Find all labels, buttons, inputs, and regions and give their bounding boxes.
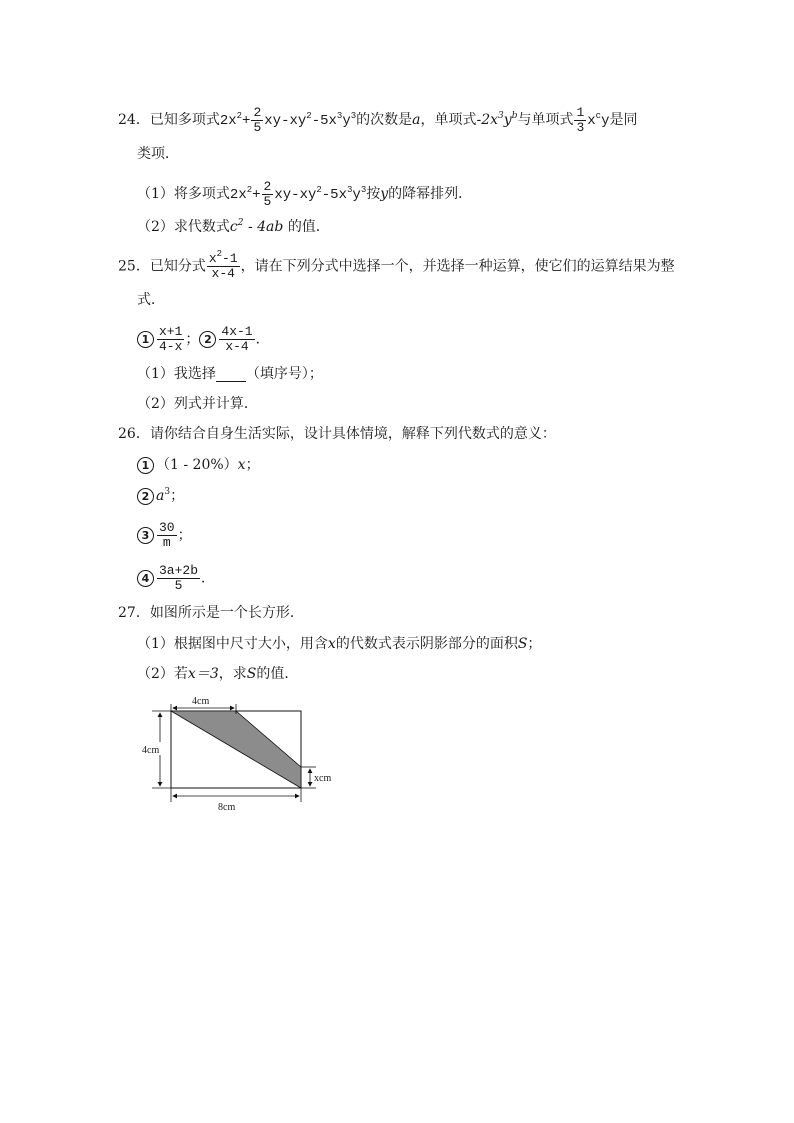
q27-sub2: （2）若x＝3，求S的值． — [137, 666, 299, 682]
q24-number: 24． — [118, 112, 150, 129]
label-right: xcm — [314, 773, 332, 784]
item-2-marker: 2 — [137, 488, 154, 505]
q25-sub2: （2）列式并计算． — [137, 396, 258, 412]
q26-item2: 2 $a^3$； — [137, 486, 184, 506]
q26-number: 26． — [118, 426, 150, 442]
q24-poly-fraction: $\frac{2}{5}$ — [253, 105, 262, 135]
q24-line2: 类项． — [137, 146, 179, 162]
q24-sub2-expression: $c^2 - 4ab$ — [229, 218, 284, 235]
q24-line1: 24．已知多项式$2x^2+$ $\frac{2}{5}$ $xy-xy^2-5x^3y^3$的次数是a，单项式$-2x^3y^b$与单项式 $\frac{1}{3}$ $x^cy$是同 — [118, 105, 638, 135]
label-bottom: 8cm — [218, 802, 236, 813]
q24-sub1-polynomial: $2x^2+$ $\frac{2}{5}$ $xy-xy^2-5x^3y^3$ — [229, 179, 367, 209]
q26-item1: 1 （1 - 20%）x； — [137, 455, 260, 475]
shaded-region — [171, 711, 301, 788]
q26-line1: 26．请你结合自身生活实际，设计具体情境，解释下列代数式的意义： — [118, 426, 556, 442]
q27-number: 27． — [118, 605, 150, 621]
option-2-marker: 2 — [199, 331, 216, 348]
q25-line2: 式． — [137, 292, 165, 308]
q24-polynomial: $2x^2+$ $\frac{2}{5}$ $xy-xy^2-5x^3y^3$ — [219, 105, 357, 135]
rectangle-figure — [140, 690, 340, 815]
option-1-marker: 1 — [137, 331, 154, 348]
q24-sub2: （2）求代数式$c^2 - 4ab$ 的值． — [137, 218, 330, 235]
q25-line1: 25．已知分式 $\frac{x^2-1}{x-4}$ ，请在下列分式中选择一个，并选择一种运算，使它们的运算结果为整 — [118, 249, 675, 281]
q25-number: 25． — [118, 258, 150, 275]
label-left: 4cm — [142, 745, 160, 756]
label-top: 4cm — [192, 696, 210, 707]
q26-item3: 3 $\frac{30}{m}$ ； — [137, 521, 192, 550]
q25-options: 1 $\frac{x+1}{4-x}$ ； 2 $\frac{4x-1}{x-4}$ ． — [137, 325, 270, 354]
option-2-fraction: $\frac{4x-1}{x-4}$ — [221, 324, 253, 354]
q27-line1: 27．如图所示是一个长方形． — [118, 605, 304, 621]
q24-monomial-1: $-2x^3y^b$ — [476, 111, 518, 129]
q26-item4: 4 $\frac{3a+2b}{5}$ ． — [137, 564, 215, 593]
q24-monomial-2: $\frac{1}{3}$ $x^cy$ — [576, 105, 610, 135]
q25-sub1: （1）我选择 （填序号）； — [137, 366, 323, 382]
option-1-fraction: $\frac{x+1}{4-x}$ — [159, 324, 183, 354]
q25-given-fraction: $\frac{x^2-1}{x-4}$ — [208, 249, 238, 281]
q24-text-1: 已知多项式 — [149, 112, 220, 129]
item-4-marker: 4 — [137, 570, 154, 587]
item-1-marker: 1 — [137, 457, 154, 474]
q27-sub1: （1）根据图中尺寸大小，用含x的代数式表示阴影部分的面积S； — [137, 636, 542, 652]
q24-var-a: a — [412, 112, 421, 129]
answer-blank[interactable] — [216, 367, 246, 382]
q24-sub1: （1）将多项式$2x^2+$ $\frac{2}{5}$ $xy-xy^2-5x^3y^3$按y的降幂排列． — [137, 179, 473, 209]
item-3-marker: 3 — [137, 527, 154, 544]
